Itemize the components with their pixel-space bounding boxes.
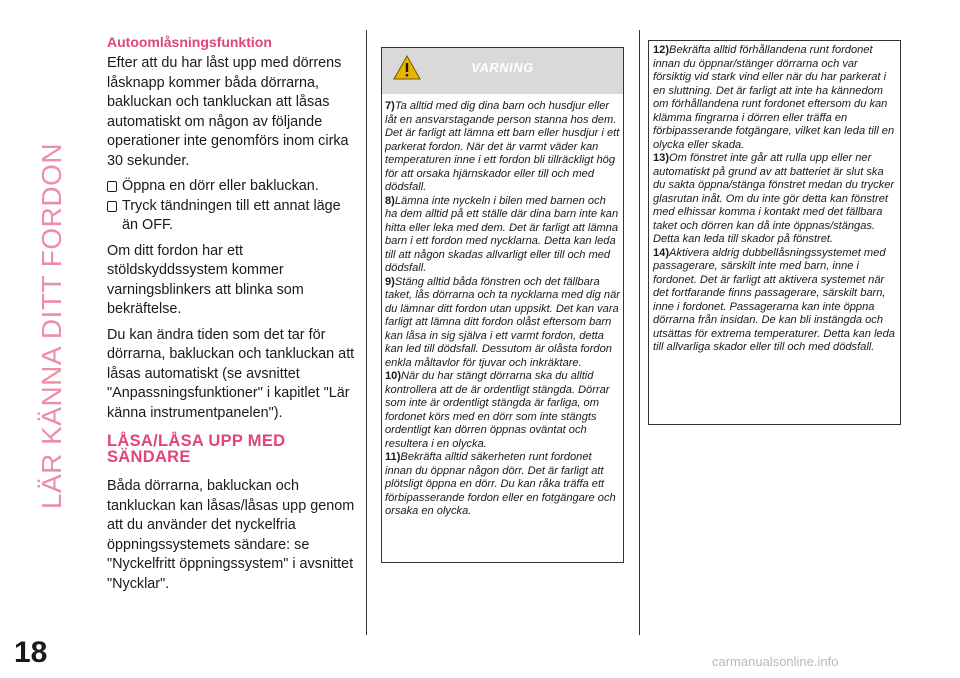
watermark-text: carmanualsonline.info xyxy=(712,654,839,669)
column-divider xyxy=(639,30,640,635)
list-item-text: Tryck tändningen till ett annat läge än OFF. xyxy=(122,197,341,233)
note-number: 12) xyxy=(653,44,670,56)
checkbox-bullet-icon xyxy=(107,201,117,212)
note-text: Om fönstret inte går att rulla upp eller ner automatiskt på grund av att batteriet är slut ska du sakta öppna/stänga fönstret medan du trycker glasrutan inåt. Om du inte gör detta kan fönstret med elhissar komma i kontakt med det fällbara taket och dörren kan då inte öppnas/stängas. Detta kan leda till skador på fönstret. xyxy=(653,152,895,245)
column-divider xyxy=(366,30,367,635)
warning-note xyxy=(385,451,620,519)
note-text: Stäng alltid båda fönstren och det fällbara taket, lås dörrarna och ta nycklarna med dig när du lämnar ditt fordon utan uppsikt. Det kan vara farligt att lämna ditt fordon olåst eftersom barn kan låsa in sig själva i ett varmt fordon, detta kan led till dödsfall. Dessutom är olåsta fordon enkla måltavlor för tjuvar och inkräktare. xyxy=(385,275,620,369)
subheading: Autoomlåsningsfunktion xyxy=(107,34,272,50)
note-text: Bekräfta alltid förhållandena runt fordonet innan du öppnar/stänger dörrarna och var försiktig vid stark vind eller när du har parkerat i en sluttning. Det är farligt att inte ha kännedom om förhållandena runt fordonet eftersom du kan klämma fingrarna i dörren eller träffa en förbipasserande fotgängare, vilket kan leda till en olycka eller skada. xyxy=(653,44,895,151)
note-text: När du har stängt dörrarna ska du alltid kontrollera att de är ordentligt stängda. Dörrar som inte är ordentligt stängda är farliga, om fordonet körs med en dörr som inte stängts ordentligt kan dörren öppnas oväntat och resultera i en olycka. xyxy=(385,370,610,450)
note-number: 8) xyxy=(385,194,395,207)
section-heading: LÅSA/LÅSA UPP MED SÄNDARE xyxy=(107,432,286,466)
note-number: 10) xyxy=(385,370,402,382)
note-number: 14) xyxy=(653,246,670,259)
list-item xyxy=(107,197,359,236)
main-text-column xyxy=(107,34,359,600)
note-text: Bekräfta alltid säkerheten runt fordonet innan du öppnar någon dörr. Det är farligt att plötsligt öppna en dörr. Du kan råka träffa ett förbipasserande fordon eller en fotgängare och orsaka en olycka. xyxy=(385,451,616,517)
note-number: 9) xyxy=(385,275,395,288)
warning-note xyxy=(385,195,620,276)
checkbox-bullet-icon xyxy=(107,181,117,192)
note-number: 13) xyxy=(653,152,670,164)
list-item-text: Öppna en dörr eller bakluckan. xyxy=(122,178,319,194)
warning-note xyxy=(653,247,897,355)
note-text: Lämna inte nyckeln i bilen med barnen och ha dem alltid på ett ställe där dina barn inte kan hitta eller leka med dem. Det är farligt att lämna barn i ett fordon med nycklarna. Detta kan leda till att någon skadas allvarligt eller till och med dödsfall. xyxy=(385,194,619,274)
page-number: 18 xyxy=(14,636,48,669)
chapter-side-title: LÄR KÄNNA DITT FORDON xyxy=(36,142,67,510)
note-text: Ta alltid med dig dina barn och husdjur eller låt en ansvarstagande person stanna hos dem. Det är farligt att lämna ett barn eller husdjur i ett parkerat fordon. När det är varmt väder kan temperaturen inne i ett fordon bli tillräckligt hög för att orsaka hjärnskador eller till och med dödsfall. xyxy=(385,100,620,193)
warning-header xyxy=(382,48,623,94)
paragraph: Båda dörrarna, bakluckan och tankluckan kan låsas/låsas upp genom att du använder det nyckelfria öppningssystemets sändare: se "Nyckelfritt öppningssystem" i avsnittet "Nycklar". xyxy=(107,478,355,592)
warning-note xyxy=(385,370,620,451)
list-item xyxy=(107,177,359,197)
paragraph: Du kan ändra tiden som det tar för dörrarna, bakluckan och tankluckan att låsas automatiskt (se avsnittet "Anpassningsfunktioner" i kapitlet "Lär känna instrumentpanelen"). xyxy=(107,326,355,421)
warning-notes xyxy=(382,94,623,519)
note-number: 11) xyxy=(385,451,401,463)
warning-box-continued xyxy=(648,40,901,425)
paragraph: Efter att du har låst upp med dörrens låsknapp kommer båda dörrarna, bakluckan och tankluckan att låsas automatiskt om någon av följande operationer inte genomförs inom cirka 30 sekunder. xyxy=(107,55,349,169)
warning-note xyxy=(653,152,897,247)
warning-note xyxy=(385,276,620,371)
warning-box xyxy=(381,47,624,563)
paragraph: Om ditt fordon har ett stöldskyddssystem kommer varningsblinkers att blinka som bekräftelse. xyxy=(107,242,304,317)
note-number: 7) xyxy=(385,100,395,112)
note-text: Aktivera aldrig dubbellåsningssystemet med passagerare, särskilt inte med barn, inne i fordonet. Det är farligt att aktivera systemet när det fortfarande finns passagerare, särskilt barn, inne i fordonet. Passagerarna kan inte öppna dörrarna från insidan. De kan bli instängda och utsättas för extrema temperaturer. Detta kan leda till allvarliga skador eller till och med dödsfall. xyxy=(653,246,895,353)
warning-note xyxy=(385,100,620,195)
warning-note xyxy=(653,44,897,152)
warning-title: VARNING xyxy=(471,60,534,75)
